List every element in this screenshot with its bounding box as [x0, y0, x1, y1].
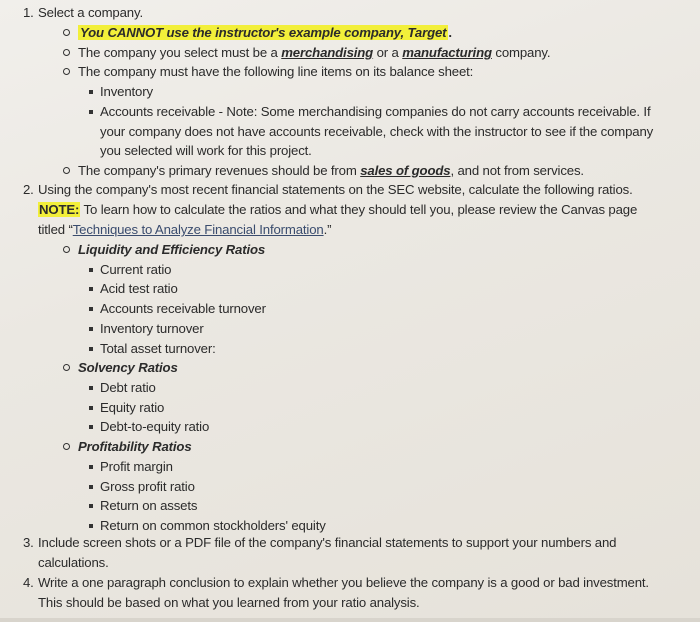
sub-item-primary-revenues: The company's primary revenues should be from sales of goods, and not from services.: [78, 163, 584, 178]
hollow-bullet-icon: [63, 49, 70, 56]
square-bullet-icon: [89, 110, 93, 114]
square-bullet-icon: [89, 287, 93, 291]
ratio-item: Debt ratio: [100, 380, 156, 395]
ratio-item: Accounts receivable turnover: [100, 301, 266, 316]
emphasis-sales-of-goods: sales of goods: [360, 163, 451, 178]
group-title-profitability: Profitability Ratios: [78, 439, 192, 454]
item-3-text-cont: calculations.: [38, 555, 109, 570]
ratio-item: Return on assets: [100, 498, 198, 513]
item-1-text: Select a company.: [38, 5, 143, 20]
square-bullet-icon: [89, 386, 93, 390]
bullet-accounts-receivable: Accounts receivable - Note: Some merchandising companies do not carry accounts receivable. If: [100, 104, 651, 119]
canvas-page-link[interactable]: Techniques to Analyze Financial Information: [72, 222, 324, 237]
item-4-text-cont: This should be based on what you learned from your ratio analysis.: [38, 595, 420, 610]
group-title-solvency: Solvency Ratios: [78, 360, 178, 375]
item-number: 3.: [23, 535, 34, 550]
ratio-item: Profit margin: [100, 459, 173, 474]
item-2-note: NOTE: To learn how to calculate the ratios and what they should tell you, please review the Canvas page: [39, 202, 638, 217]
item-number: 2.: [23, 182, 34, 197]
square-bullet-icon: [89, 268, 93, 272]
item-2-text: Using the company's most recent financial statements on the SEC website, calculate the following ratios.: [38, 182, 633, 197]
square-bullet-icon: [89, 406, 93, 410]
ratio-item: Total asset turnover:: [100, 341, 216, 356]
square-bullet-icon: [89, 307, 93, 311]
ratio-item: Gross profit ratio: [100, 479, 195, 494]
page-edge: [0, 618, 700, 622]
square-bullet-icon: [89, 425, 93, 429]
sub-item-cannot-use-target: You CANNOT use the instructor's example company, Target .: [80, 25, 452, 40]
sub-item-company-type: The company you select must be a merchandising or a manufacturing company.: [78, 45, 551, 60]
bullet-accounts-receivable-cont2: you selected will work for this project.: [100, 143, 312, 158]
highlighted-warning: You CANNOT use the instructor's example company, Target: [80, 25, 447, 40]
square-bullet-icon: [89, 485, 93, 489]
emphasis-merchandising: merchandising: [281, 45, 374, 60]
hollow-bullet-icon: [63, 29, 70, 36]
sub-item-line-items: The company must have the following line items on its balance sheet:: [78, 64, 474, 79]
group-title-liquidity: Liquidity and Efficiency Ratios: [78, 242, 266, 257]
square-bullet-icon: [89, 524, 93, 528]
square-bullet-icon: [89, 347, 93, 351]
ratio-item: Debt-to-equity ratio: [100, 419, 210, 434]
item-number: 1.: [23, 5, 34, 20]
ratio-item: Equity ratio: [100, 400, 165, 415]
square-bullet-icon: [89, 465, 93, 469]
hollow-bullet-icon: [63, 443, 70, 450]
item-number: 4.: [23, 575, 34, 590]
bullet-inventory: Inventory: [100, 84, 153, 99]
hollow-bullet-icon: [63, 68, 70, 75]
item-2-titled: titled “Techniques to Analyze Financial Information.”: [38, 222, 332, 237]
hollow-bullet-icon: [63, 246, 70, 253]
ratio-item: Acid test ratio: [100, 281, 178, 296]
emphasis-manufacturing: manufacturing: [402, 45, 492, 60]
square-bullet-icon: [89, 504, 93, 508]
square-bullet-icon: [89, 327, 93, 331]
hollow-bullet-icon: [63, 364, 70, 371]
square-bullet-icon: [89, 90, 93, 94]
ratio-item: Inventory turnover: [100, 321, 204, 336]
note-label: NOTE:: [39, 202, 80, 217]
ratio-item: Current ratio: [100, 262, 172, 277]
item-4-text: Write a one paragraph conclusion to explain whether you believe the company is a good or bad investment.: [38, 575, 649, 590]
ratio-item: Return on common stockholders' equity: [100, 518, 326, 533]
hollow-bullet-icon: [63, 167, 70, 174]
bullet-accounts-receivable-cont: your company does not have accounts receivable, check with the instructor to see if the company: [100, 124, 654, 139]
item-3-text: Include screen shots or a PDF file of the company's financial statements to support your numbers and: [38, 535, 617, 550]
